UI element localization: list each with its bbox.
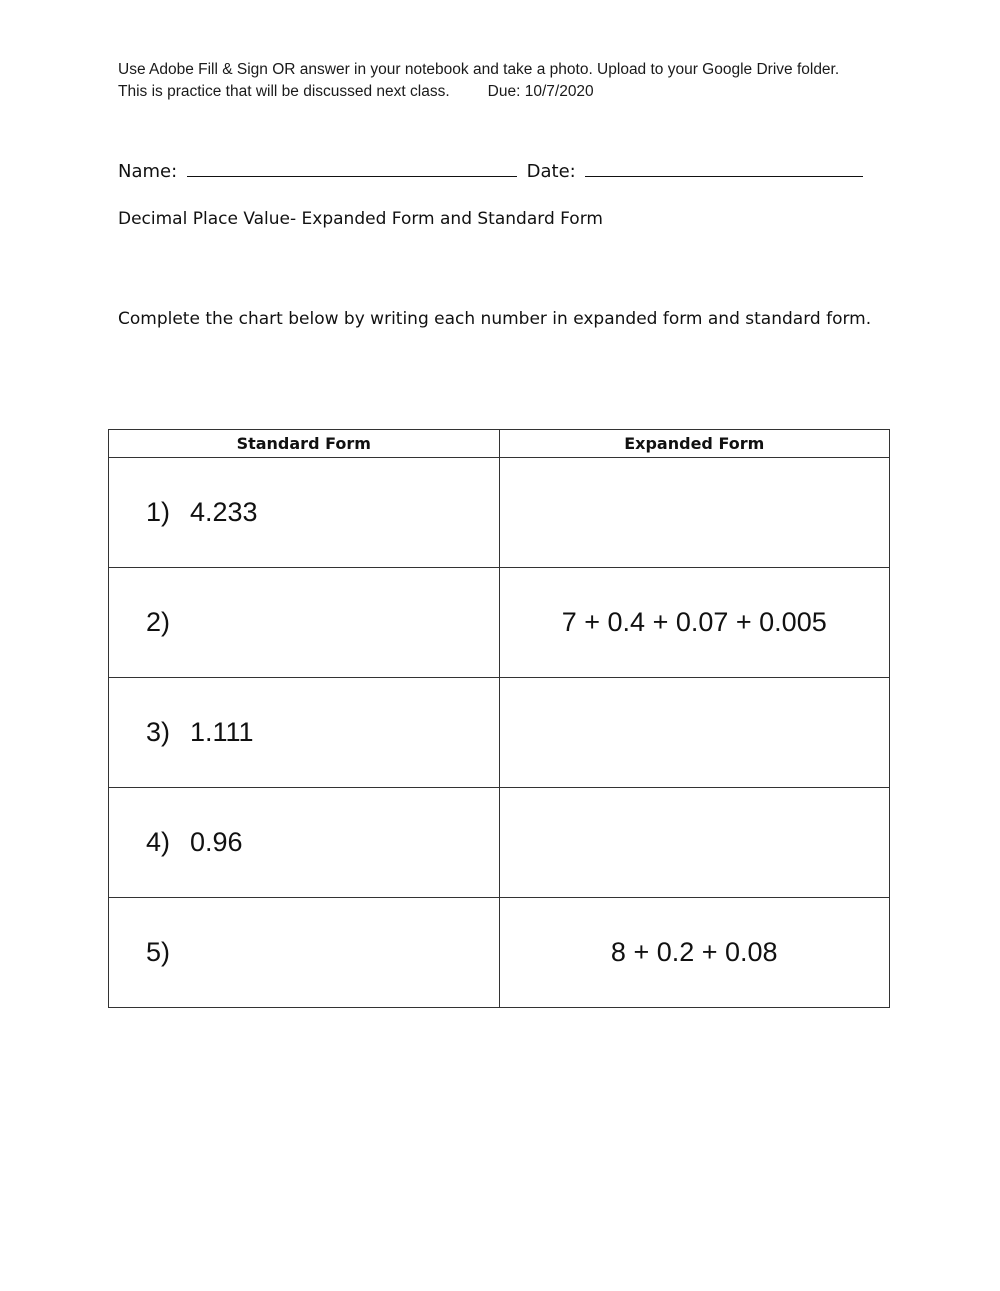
row-number: 3) (146, 717, 171, 747)
standard-form-cell-3[interactable] (109, 678, 500, 788)
header-standard-form: Standard Form (109, 430, 500, 458)
expanded-form-cell-4[interactable] (499, 788, 890, 898)
row-number: 5) (146, 937, 171, 967)
table-row (109, 788, 890, 898)
table-row (109, 898, 890, 1008)
table-row (109, 568, 890, 678)
standard-form-cell-2[interactable] (109, 568, 500, 678)
table-header-row (109, 430, 890, 458)
place-value-chart (108, 429, 890, 1008)
row-number: 4) (146, 827, 171, 857)
due-date: Due: 10/7/2020 (487, 83, 594, 100)
name-field[interactable] (187, 160, 517, 177)
header-expanded-form: Expanded Form (499, 430, 890, 458)
instructions-prompt: Complete the chart below by writing each number in expanded form and standard form. (118, 309, 872, 329)
expanded-form-cell-2[interactable]: 7 + 0.4 + 0.07 + 0.005 (499, 568, 890, 678)
table-row (109, 458, 890, 568)
instructions-line-2 (118, 81, 978, 103)
standard-form-cell-1[interactable] (109, 458, 500, 568)
table-row (109, 678, 890, 788)
instructions-practice-note: This is practice that will be discussed next class. (118, 83, 450, 100)
expanded-form-cell-3[interactable] (499, 678, 890, 788)
name-date-row (118, 160, 867, 182)
row-number: 1) (146, 497, 171, 527)
instructions (118, 59, 978, 103)
worksheet-title: Decimal Place Value- Expanded Form and Standard Form (118, 209, 603, 229)
name-label: Name: (118, 161, 178, 182)
standard-value: 4.233 (190, 497, 258, 527)
instructions-line-1: Use Adobe Fill & Sign OR answer in your notebook and take a photo. Upload to your Google Drive folder. (118, 61, 840, 78)
expanded-form-cell-5[interactable]: 8 + 0.2 + 0.08 (499, 898, 890, 1008)
standard-form-cell-4[interactable] (109, 788, 500, 898)
standard-form-cell-5[interactable] (109, 898, 500, 1008)
expanded-form-cell-1[interactable] (499, 458, 890, 568)
standard-value: 0.96 (190, 827, 243, 857)
date-field[interactable] (585, 160, 863, 177)
standard-value: 1.111 (190, 717, 254, 747)
row-number: 2) (146, 607, 171, 637)
date-label: Date: (526, 161, 576, 182)
